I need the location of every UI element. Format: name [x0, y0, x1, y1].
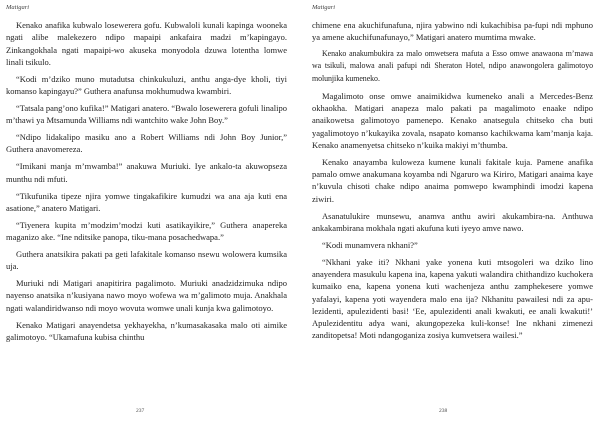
page-number-right: 238 [439, 408, 448, 414]
page-number-left: 237 [136, 408, 145, 414]
paragraph: “Tiyenera kupita m’modzim’modzi kuti asatikayikire,” Guthera anapereka maganizo ake. “Ine nditsike panopa, tiku-mana posachedwapa.” [6, 219, 287, 243]
paragraph: Guthera anatsikira pakati pa geti lafakitale komanso nsewu wolowera kumsika uja. [6, 248, 287, 272]
running-header-left: Matigari [6, 4, 30, 11]
paragraph: Kenako anayamba kuloweza kumene kunali fakitale kuja. Pamene anafika pamalo omwe anakumana koyamba ndi Ngaruro wa Kiriro, Matigari anaima kaye n’kuvula chisoti chake ndipo anaima pomwepo kwamphindi imodzi kapena ziwiri. [312, 156, 593, 204]
paragraph: Kenako Matigari anayendetsa yekhayekha, n’kumasakasaka malo oti aimike galimotoyo. “Ukamafuna kubisa chinthu [6, 319, 287, 342]
paragraph: “Tikufunika tipeze njira yomwe tingakafikire kumudzi wa ana aja kuti ena asatione,” anatero Matigari. [6, 190, 287, 213]
paragraph: Muriuki ndi Matigari anapitirira pagalimoto. Muriuki anadzidzimuka ndipo nayenso anatsika n’kusiyana nawo moyo wofewa wa m’galimoto muja. Anakhala ngati walandiridwanso ndi moyo wovuta womwe unali kunja kwa galimotoyo. [6, 278, 287, 313]
paragraph: Kenako anakumbukira za malo omwetsera mafuta a Esso omwe anawaona m’mawa wa tsikuli, malowa anali pafupi ndi Sheraton Hotel, ndipo anawongolera galimotoyo molunjika kumeneko. [312, 49, 593, 83]
paragraph: Asanatulukire munsewu, anamva anthu awiri akukambira-na. Anthuwa ankakambirana mokhala ngati akufuna kuti iyeyo amve nawo. [312, 210, 593, 233]
paragraph: “Tatsala pang’ono kufika!” Matigari anatero. “Bwalo losewerera gofuli linalipo m’thawi ya Mtsamunda Williams ndi wantchito wake John Boy.” [6, 102, 287, 126]
paragraph: “Nkhani yake iti? Nkhani yake yonena kuti mtsogoleri wa dziko lino anayendera masukulu kapena ina, kapena yakuti walandira chithandizo kuchokera kumaiko ena, kapena yonena kuti wachenjeza anthu zamphekesere yomwe yafalayi, kapena yoti wayendera malo ena ija? Nkhanitu pawailesi ndi za apu-lezidenti, apulezidenti basi! ‘Ee, apulezidenti anali kwakuti, ee anali kwakuti!’ Apulezidentitu adya wani, akungopezeka kuli-konse! Ine nkhani zimenezi zanditopetsa! Moti ndangoganiza zosiya kumvetsera wailesi.” [312, 256, 593, 341]
paragraph: “Kodi munamvera nkhani?” [322, 239, 418, 250]
right-page-body [312, 19, 593, 346]
right-page [300, 0, 600, 424]
paragraph: “Kodi m’dziko muno mutadutsa chinkukuluzi, anthu anga-dye kholi, tiyi komanso kapingayu?” Guthera anafunsa mokhumudwa kwambiri. [6, 73, 287, 97]
paragraph: “Ndipo lidakalipo masiku ano a Robert Williams ndi John Boy Junior,” Guthera anavomereza. [6, 132, 287, 155]
paragraph: Kenako anafika kubwalo losewerera gofu. Kubwaloli kunali kapinga wooneka ngati alibe malekezero ndipo mapaipi ankafaira madzi m’kapingayo. Zinkangokhala ngati mapaipi-wo akuseka monyodola dzuwa lotentha lomwe linali tsikulo. [6, 20, 287, 67]
running-header-right: Matigari [312, 4, 336, 11]
paragraph: chimene ena akuchifunafuna, njira yabwino ndi kukachibisa pa-fupi ndi mphuno ya amene akuchifunafunayo,” Matigari anatero mumtima mwake. [312, 20, 593, 43]
paragraph: Magalimoto onse omwe anaimikidwa kumeneko anali a Mercedes-Benz okhaokha. Matigari anapeza malo pakati pa magalimoto enaake ndipo anaikowetsa galimotoyo pamenepo. Kenako anatsegula chitseko cha buti yagalimotoyo n’kukayika zovala, nsapato komanso kachikwama kam’manja kaja. Kenako anamenyetsa chitseko n’kuika makiyi m’thumba. [312, 90, 593, 150]
left-page-body [6, 19, 287, 348]
paragraph: “Imikani manja m’mwamba!” anakuwa Muriuki. Iye ankalo-ta akuwopseza munthu ndi mfuti. [6, 161, 287, 184]
